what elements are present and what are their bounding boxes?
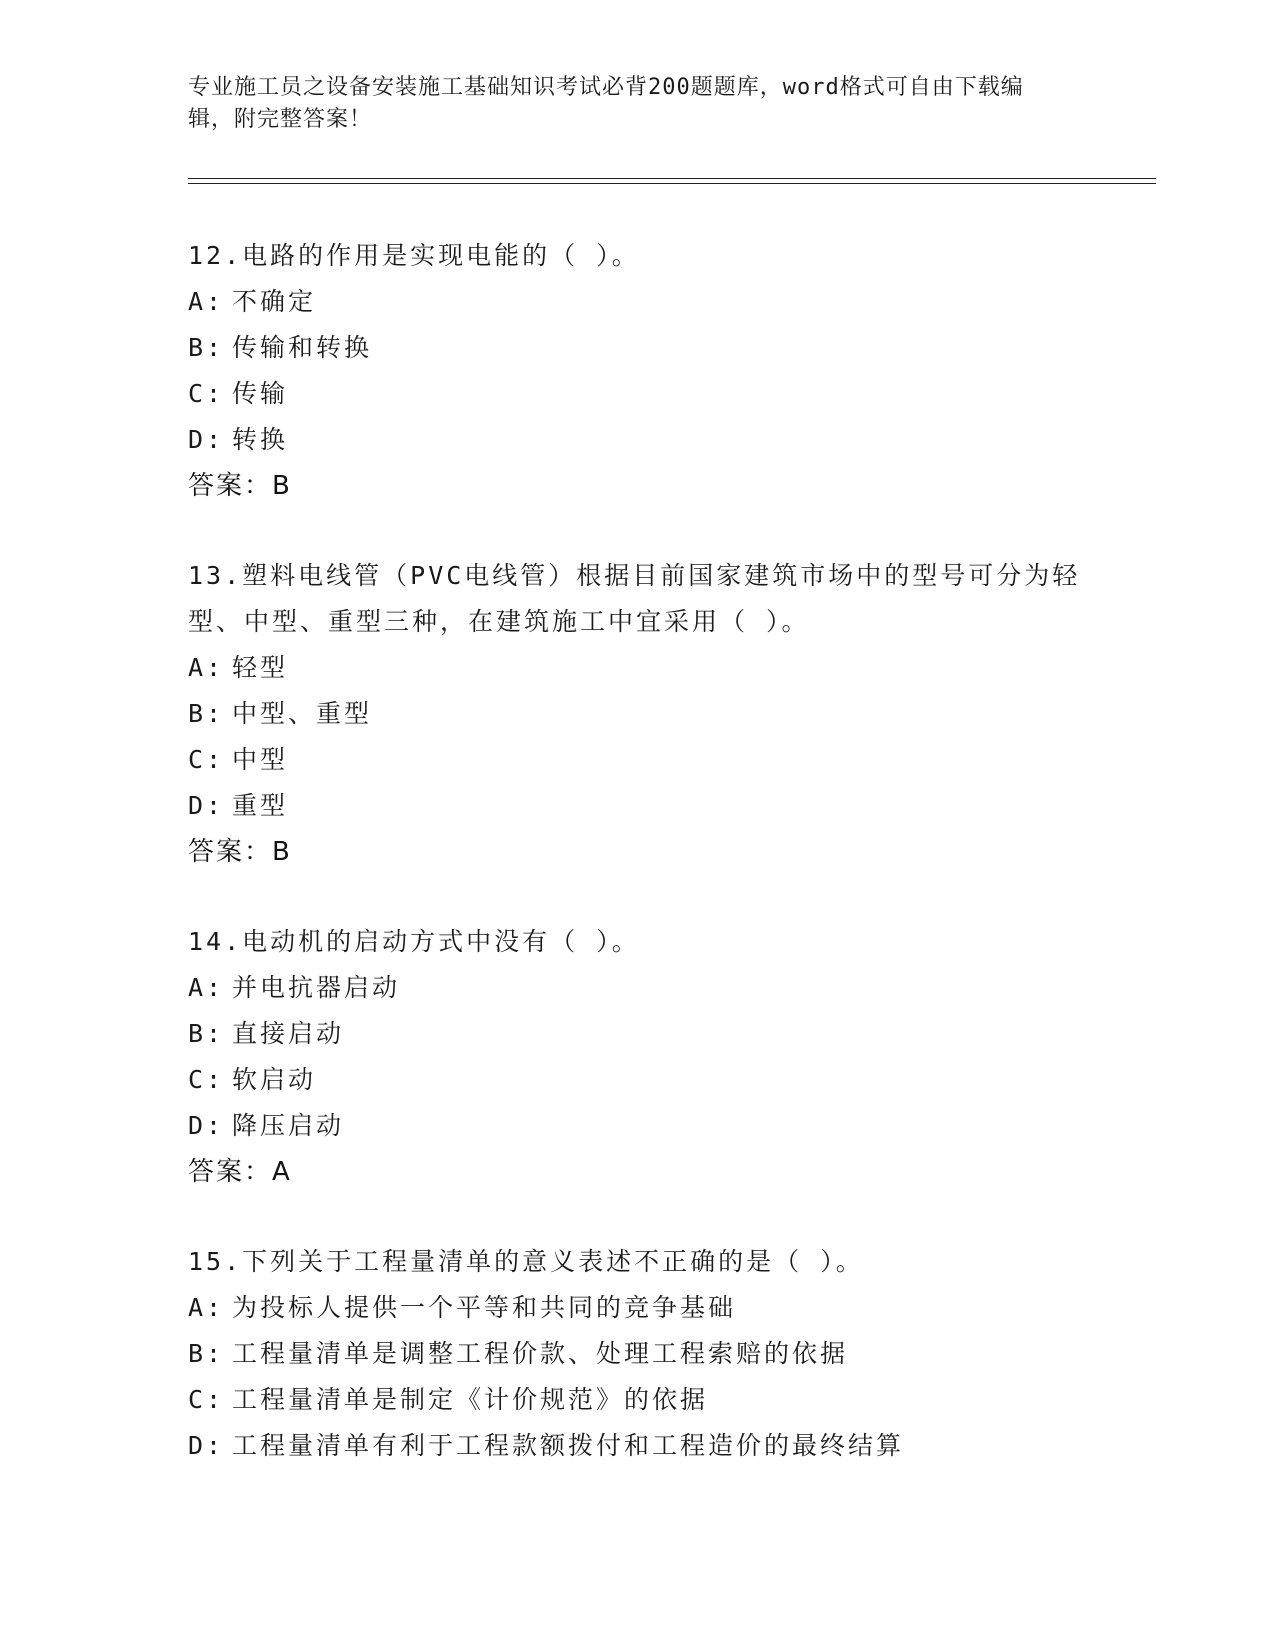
option-letter: C: (188, 1385, 225, 1414)
option-letter: C: (188, 1065, 225, 1094)
option-text: 工程量清单是调整工程价款、处理工程索赔的依据 (232, 1339, 849, 1368)
option-c (188, 737, 1088, 783)
option-letter: B: (188, 1339, 225, 1368)
option-text: 降压启动 (232, 1111, 345, 1140)
option-letter: D: (188, 1431, 225, 1460)
option-text: 工程量清单有利于工程款额拨付和工程造价的最终结算 (232, 1431, 905, 1460)
header-divider-top (188, 178, 1156, 179)
option-letter: A: (188, 653, 225, 682)
option-c (188, 371, 1088, 417)
option-letter: C: (188, 379, 225, 408)
option-letter: A: (188, 1293, 225, 1322)
option-text: 传输 (232, 379, 289, 408)
option-text: 转换 (232, 425, 289, 454)
option-text: 中型、重型 (232, 699, 373, 728)
option-text: 轻型 (232, 653, 289, 682)
question-15 (188, 1239, 1088, 1469)
header-divider-bottom (188, 183, 1156, 184)
option-text: 软启动 (232, 1065, 317, 1094)
option-b (188, 691, 1088, 737)
option-b (188, 1331, 1088, 1377)
question-stem: 13.塑料电线管（PVC电线管）根据目前国家建筑市场中的型号可分为轻型、中型、重型三种，在建筑施工中宜采用（ ）。 (188, 561, 1081, 636)
question-14 (188, 919, 1088, 1195)
document-title: 专业施工员之设备安装施工基础知识考试必背200题题库，word格式可自由下载编辑，附完整答案！ (188, 75, 1024, 132)
option-letter: B: (188, 333, 225, 362)
question-stem: 15.下列关于工程量清单的意义表述不正确的是（ ）。 (188, 1247, 864, 1276)
option-text: 直接启动 (232, 1019, 345, 1048)
question-12 (188, 233, 1088, 509)
option-text: 工程量清单是制定《计价规范》的依据 (232, 1385, 709, 1414)
option-c (188, 1377, 1088, 1423)
option-letter: A: (188, 973, 225, 1002)
option-text: 不确定 (232, 287, 317, 316)
option-c (188, 1057, 1088, 1103)
answer-line: 答案：B (188, 471, 292, 501)
option-d (188, 1423, 1088, 1469)
option-text: 传输和转换 (232, 333, 373, 362)
option-letter: D: (188, 1111, 225, 1140)
option-letter: B: (188, 699, 225, 728)
option-letter: B: (188, 1019, 225, 1048)
option-a (188, 645, 1088, 691)
option-letter: D: (188, 425, 225, 454)
question-13 (188, 553, 1088, 875)
option-b (188, 325, 1088, 371)
option-text: 为投标人提供一个平等和共同的竞争基础 (232, 1293, 737, 1322)
option-text: 中型 (232, 745, 289, 774)
option-b (188, 1011, 1088, 1057)
option-a (188, 279, 1088, 325)
question-stem: 14.电动机的启动方式中没有（ ）。 (188, 927, 640, 956)
option-d (188, 783, 1088, 829)
answer-line: 答案：A (188, 1157, 292, 1187)
answer-line: 答案：B (188, 837, 292, 867)
option-text: 并电抗器启动 (232, 973, 401, 1002)
option-a (188, 1285, 1088, 1331)
question-stem: 12.电路的作用是实现电能的（ ）。 (188, 241, 640, 270)
document-header (188, 72, 1068, 136)
option-d (188, 1103, 1088, 1149)
option-letter: C: (188, 745, 225, 774)
option-a (188, 965, 1088, 1011)
option-letter: D: (188, 791, 225, 820)
question-list (188, 233, 1088, 1513)
option-text: 重型 (232, 791, 289, 820)
option-letter: A: (188, 287, 225, 316)
option-d (188, 417, 1088, 463)
